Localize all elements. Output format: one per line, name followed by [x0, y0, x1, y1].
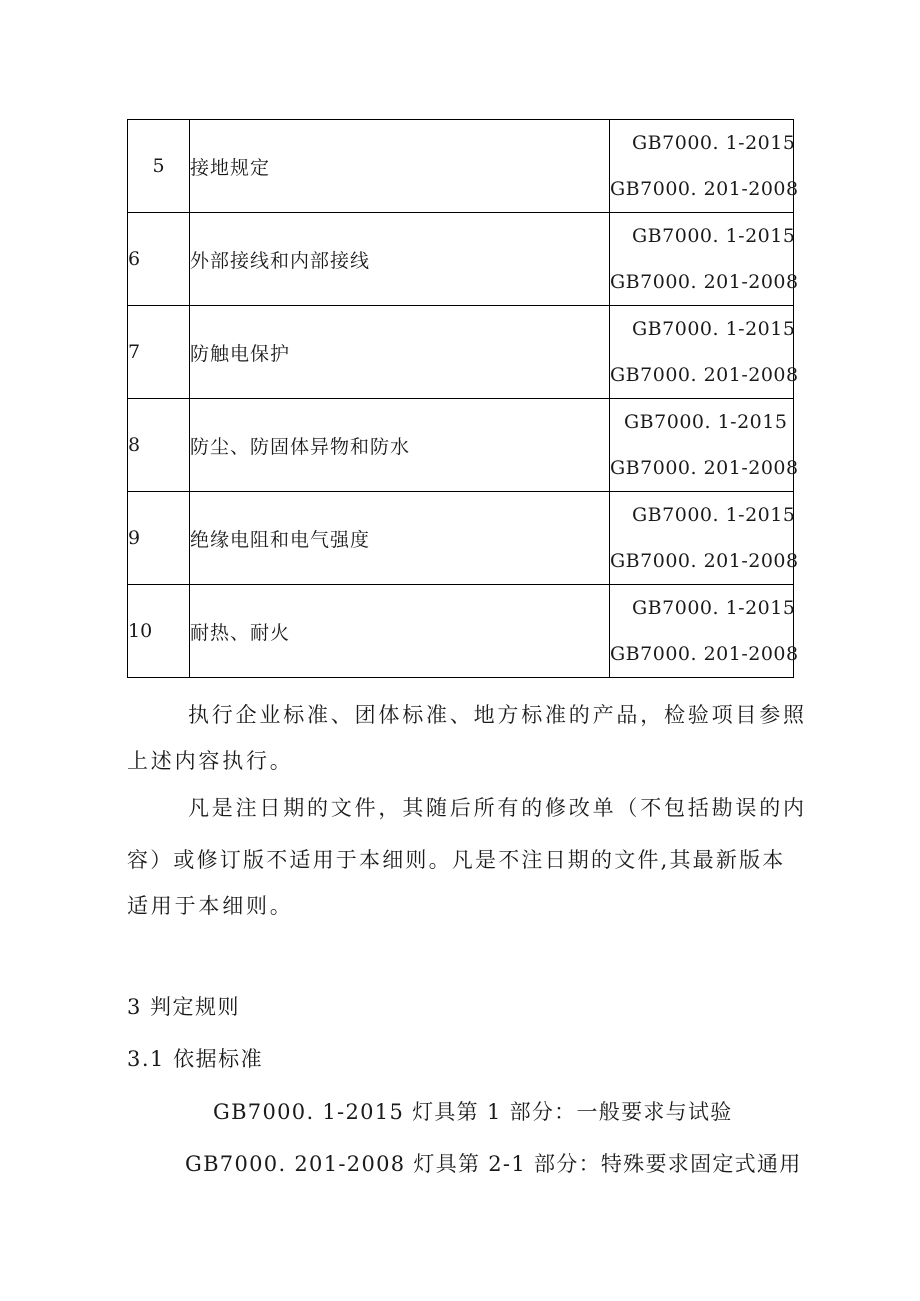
- subsection-heading: 3.1 依据标准: [127, 1047, 264, 1071]
- standard-cell: [610, 213, 799, 306]
- standard-ref: GB7000. 201-2008: [610, 271, 799, 293]
- inspection-item: 绝缘电阻和电气强度: [190, 492, 610, 585]
- paragraph-line: 凡是注日期的文件，其随后所有的修改单（不包括勘误的内: [188, 796, 807, 820]
- standard-ref: GB7000. 1-2015: [632, 504, 796, 526]
- paragraph-line: 执行企业标准、团体标准、地方标准的产品，检验项目参照: [188, 703, 807, 727]
- standard-cell: [610, 306, 799, 399]
- standard-cell: [610, 399, 799, 492]
- standard-ref: GB7000. 201-2008: [610, 643, 799, 665]
- paragraph-line: 上述内容执行。: [127, 749, 294, 773]
- row-number: 8: [128, 399, 190, 492]
- paragraph-line: 适用于本细则。: [127, 894, 294, 918]
- standard-ref: GB7000. 1-2015: [632, 597, 796, 619]
- table-row: [128, 120, 794, 213]
- row-number: 7: [128, 306, 190, 399]
- row-number: 6: [128, 213, 190, 306]
- inspection-items-table: [127, 119, 799, 678]
- table-row: [128, 492, 794, 585]
- table-row: [128, 399, 794, 492]
- section-heading: 3 判定规则: [127, 995, 241, 1019]
- row-number: 9: [128, 492, 190, 585]
- standard-ref: GB7000. 201-2008: [610, 457, 799, 479]
- table-row: [128, 306, 794, 399]
- row-number: 5: [128, 120, 190, 213]
- row-number: 10: [128, 585, 190, 678]
- inspection-item: 防触电保护: [190, 306, 610, 399]
- inspection-item: 外部接线和内部接线: [190, 213, 610, 306]
- inspection-item: 防尘、防固体异物和防水: [190, 399, 610, 492]
- table-row: [128, 213, 794, 306]
- standard-reference: GB7000. 201-2008 灯具第 2-1 部分：特殊要求固定式通用: [185, 1152, 802, 1176]
- inspection-item: 接地规定: [190, 120, 610, 213]
- standard-reference: GB7000. 1-2015 灯具第 1 部分：一般要求与试验: [213, 1100, 733, 1124]
- standard-cell: [610, 585, 799, 678]
- paragraph-line: 容）或修订版不适用于本细则。凡是不注日期的文件,其最新版本: [127, 848, 786, 872]
- standard-cell: [610, 492, 799, 585]
- standard-ref: GB7000. 201-2008: [610, 364, 799, 386]
- inspection-item: 耐热、耐火: [190, 585, 610, 678]
- standard-cell: [610, 120, 799, 213]
- standard-ref: GB7000. 201-2008: [610, 550, 799, 572]
- standard-ref: GB7000. 1-2015: [624, 411, 788, 433]
- standard-ref: GB7000. 1-2015: [632, 318, 796, 340]
- standard-ref: GB7000. 1-2015: [632, 132, 796, 154]
- standard-ref: GB7000. 201-2008: [610, 178, 799, 200]
- standard-ref: GB7000. 1-2015: [632, 225, 796, 247]
- table-row: [128, 585, 794, 678]
